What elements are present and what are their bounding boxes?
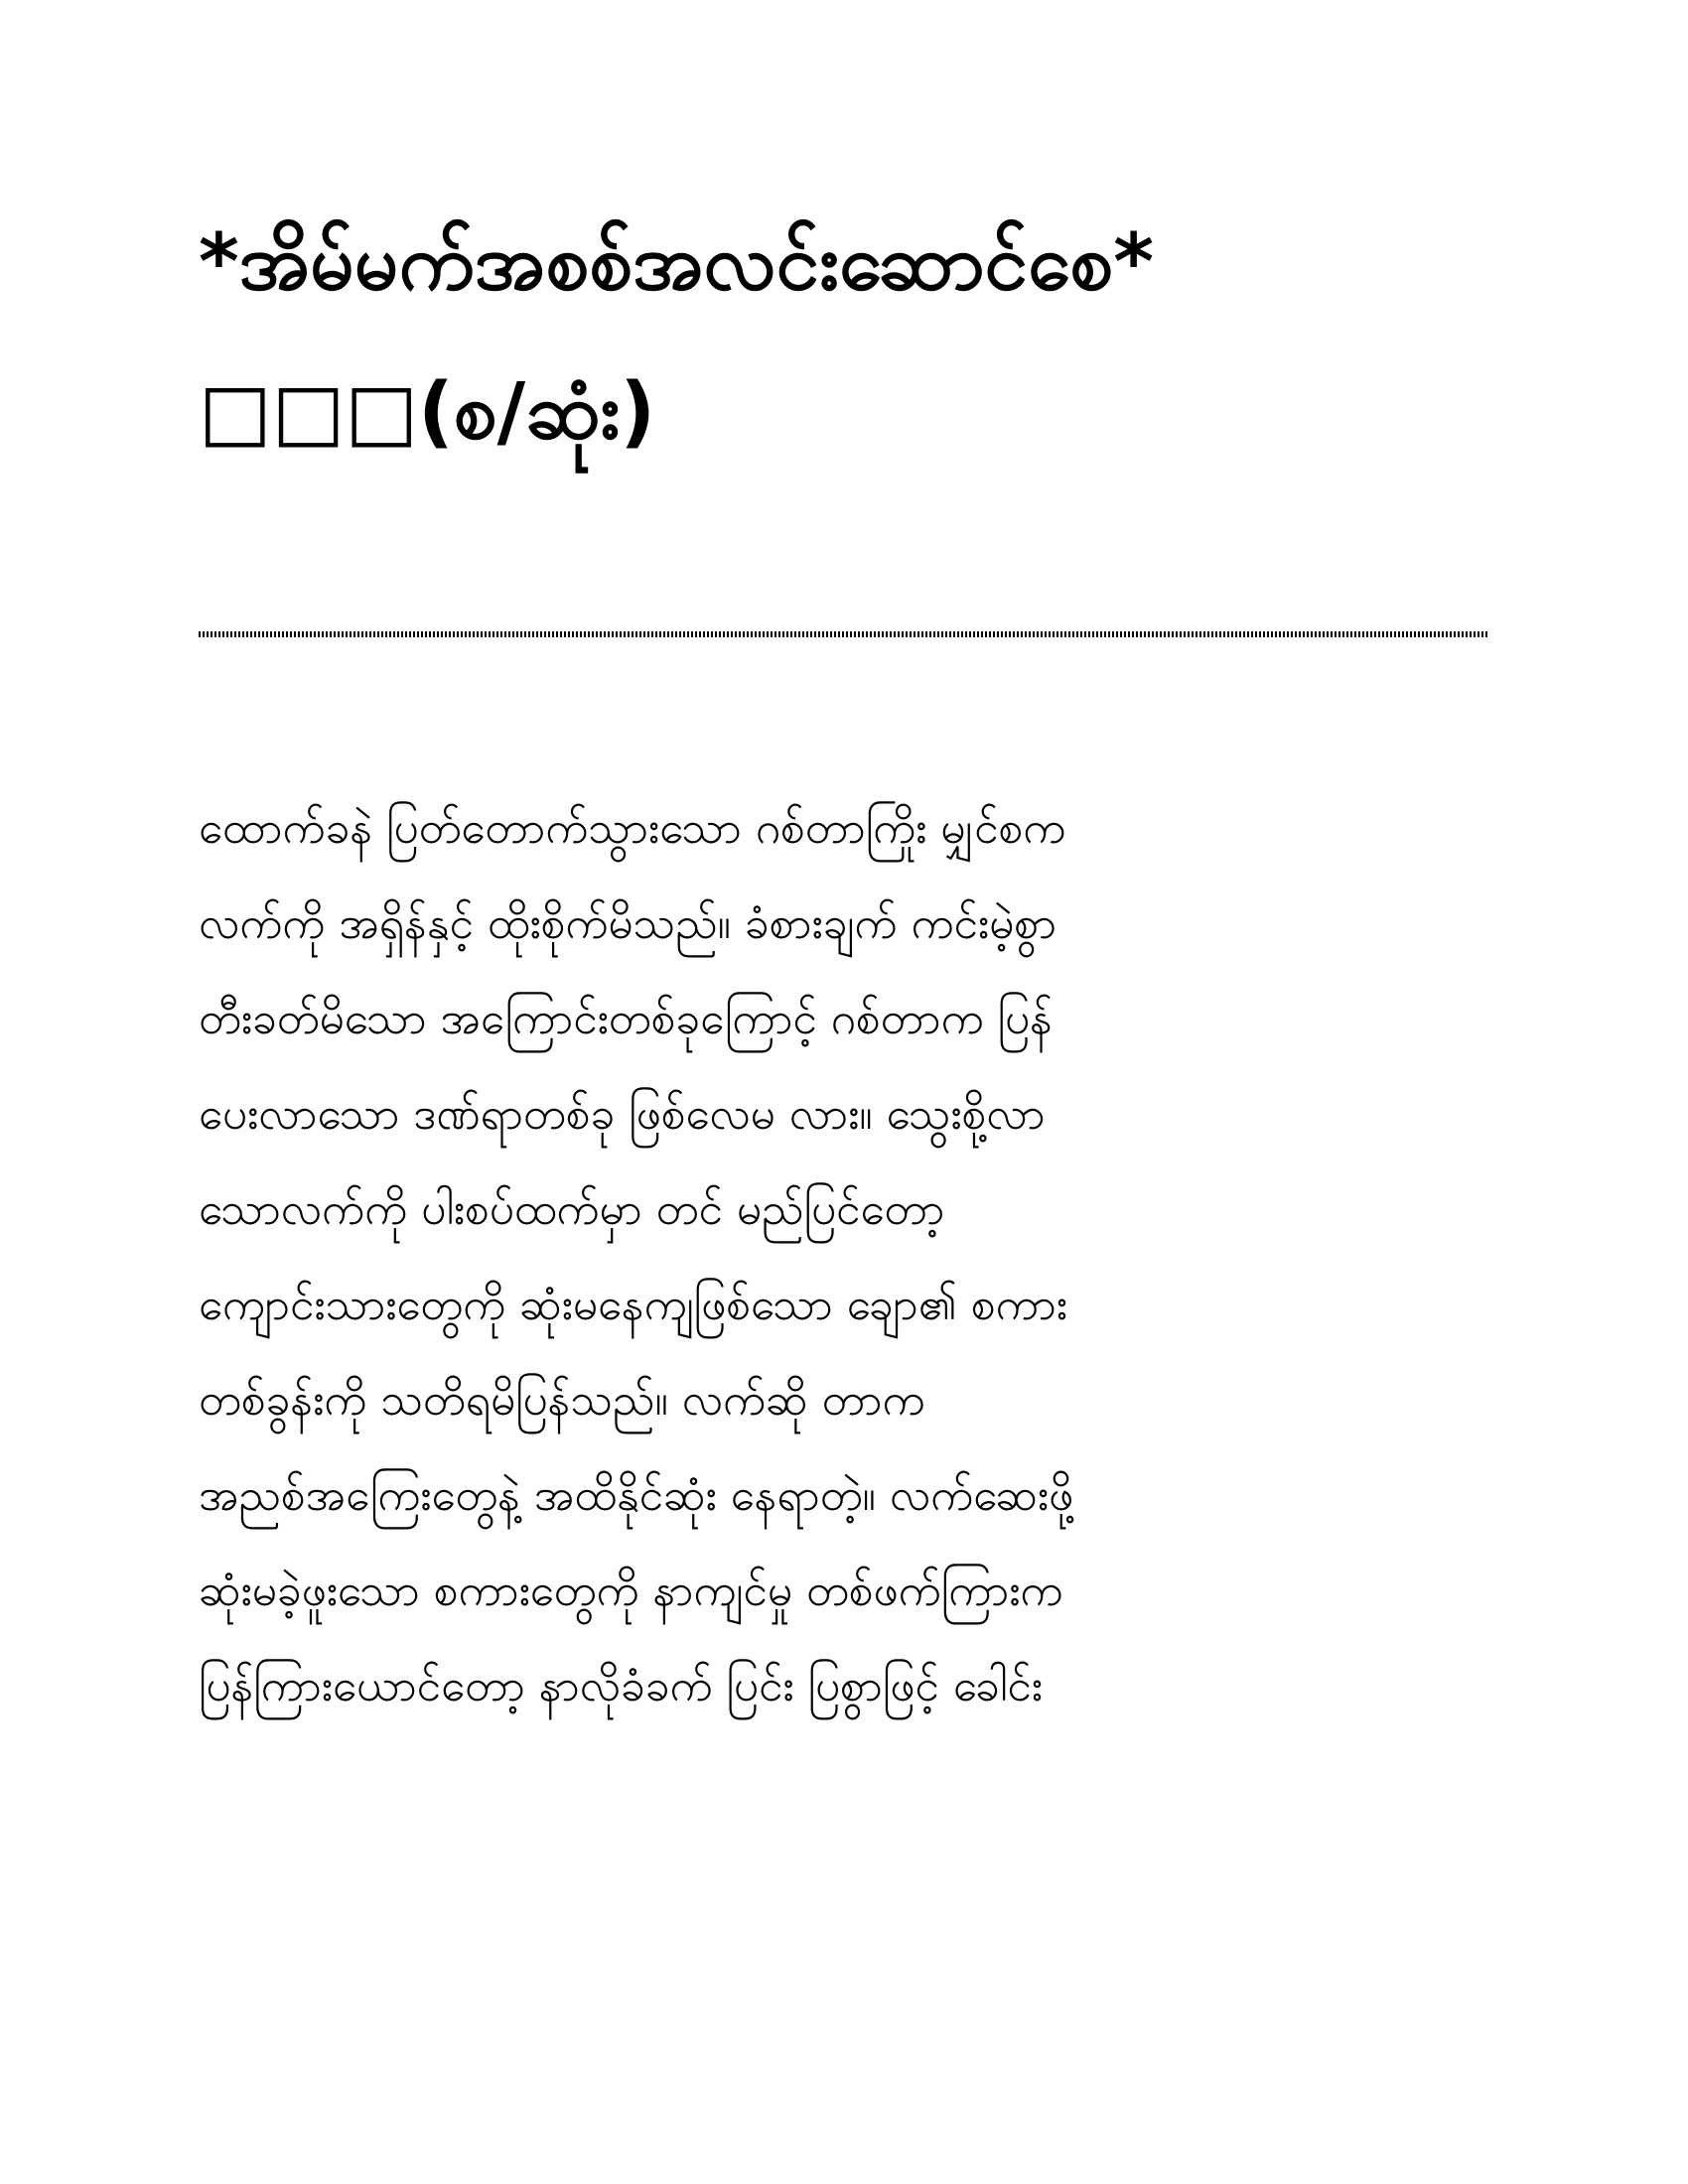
body-line-2: လက်ကို အရှိန်နှင့် ထိုးစိုက်မိသည်။ ခံစားချက် ကင်းမဲ့စွာ [199,898,1057,949]
body-line-5: သောလက်ကို ပါးစပ်ထက်မှာ တင် မည်ပြင်တော့ [199,1184,945,1235]
body-line-7: တစ်ခွန်းကို သတိရမိပြန်သည်။ လက်ဆို တာက [199,1375,925,1426]
title-line-2: □□□(စ/ဆုံး) [199,367,655,457]
body-line-8: အညစ်အကြေးတွေနဲ့ အထိနိုင်ဆုံး နေရာတဲ့။ လက်ဆေးဖို့ [199,1470,1074,1521]
body-line-4: ပေးလာသော ဒဏ်ရာတစ်ခု ဖြစ်လေမ လား။ သွေးစို့လာ [199,1089,1046,1140]
body-line-3: တီးခတ်မိသော အကြောင်းတစ်ခုကြောင့် ဂစ်တာက ပြန် [199,994,1053,1044]
body-line-1: ထောက်ခနဲ ပြတ်တောက်သွားသော ဂစ်တာကြိုး မျှင်စက [199,803,1066,854]
dotted-divider [199,631,1487,637]
body-paragraph [199,781,1489,1734]
document-title [199,189,1489,486]
body-line-10: ပြန်ကြားယောင်တော့ နာလိုခံခက် ပြင်း ပြစွာဖြင့် ခေါင်း [199,1661,1043,1711]
body-line-9: ဆုံးမခဲ့ဖူးသော စကားတွေကို နာကျင်မှု တစ်ဖက်ကြားက [199,1566,1063,1616]
body-line-6: ကျောင်းသားတွေကို ဆုံးမနေကျဖြစ်သော ချော၏ စကား [199,1280,1067,1330]
title-line-1: *အိမ်မက်အစစ်အလင်းဆောင်စေ* [199,218,1155,308]
